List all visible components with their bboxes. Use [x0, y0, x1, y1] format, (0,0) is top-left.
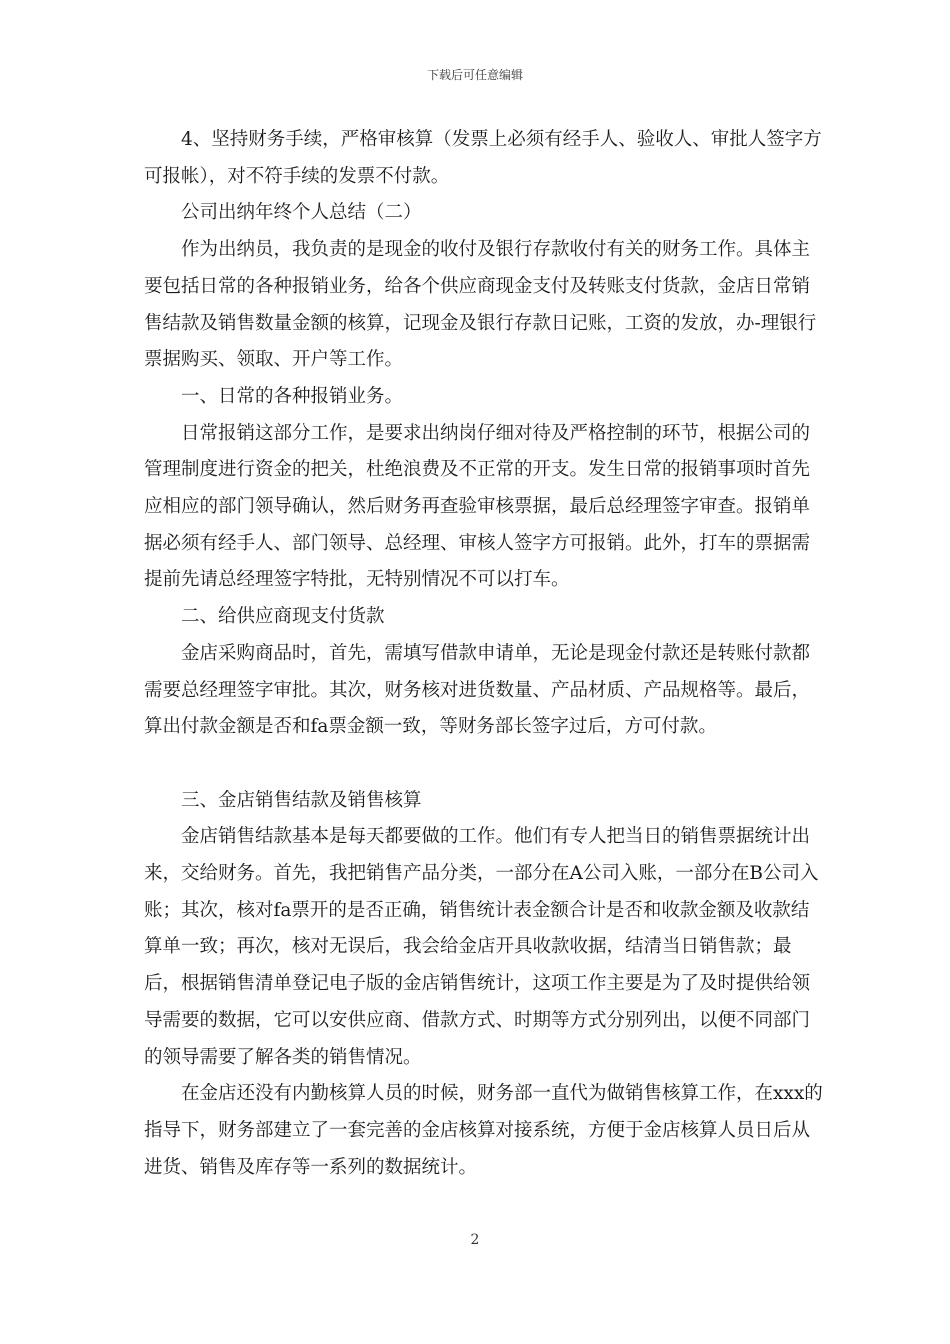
paragraph-supplier-payment: 金店采购商品时，首先，需填写借款申请单，无论是现金付款还是转账付款都需要总经理签字审批。其次，财务核对进货数量、产品材质、产品规格等。最后，算出付款金额是否和fa票金额一致，等财务部长签字过后，方可付款。 — [144, 642, 811, 738]
heading-sales-settlement: 三、金店销售结款及销售核算 — [181, 789, 422, 811]
page-header: 下载后可任意编辑 — [426, 68, 523, 82]
document-body — [144, 122, 824, 1186]
heading-supplier-payment: 二、给供应商现支付货款 — [181, 606, 385, 628]
section-title: 公司出纳年终个人总结（二） — [181, 202, 422, 224]
blank-line — [144, 746, 824, 783]
paragraph-intro: 作为出纳员，我负责的是现金的收付及银行存款收付有关的财务工作。具体主要包括日常的各种报销业务，给各个供应商现金支付及转账支付货款，金店日常销售结款及销售数量金额的核算，记现金及银行存款日记账，工资的发放，办-理银行票据购买、领取、开户等工作。 — [144, 239, 817, 371]
paragraph-sales-accounting: 在金店还没有内勤核算人员的时候，财务部一直代为做销售核算工作，在xxx的指导下，财务部建立了一套完善的金店核算对接系统，方便于金店核算人员日后从进货、销售及库存等一系列的数据统计。 — [144, 1083, 823, 1178]
paragraph-sales-settlement: 金店销售结款基本是每天都要做的工作。他们有专人把当日的销售票据统计出来，交给财务。首先，我把销售产品分类，一部分在A公司入账，一部分在B公司入账；其次，核对fa票开的是否正确，销售统计表金额合计是否和收款金额及收款结算单一致；再次，核对无误后，我会给金店开具收款收据，结清当日销售款；最后，根据销售清单登记电子版的金店销售统计，这项工作主要是为了及时提供给领导需要的数据，它可以安供应商、借款方式、时期等方式分别列出，以便不同部门的领导需要了解各类的销售情况。 — [144, 826, 819, 1068]
heading-reimbursement: 一、日常的各种报销业务。 — [181, 385, 404, 407]
page-number: 2 — [470, 1232, 480, 1248]
paragraph-reimbursement: 日常报销这部分工作，是要求出纳岗仔细对待及严格控制的环节，根据公司的管理制度进行资金的把关，杜绝浪费及不正常的开支。发生日常的报销事项时首先应相应的部门领导确认，然后财务再查验审核票据，最后总经理签字审查。报销单据必须有经手人、部门领导、总经理、审核人签字方可报销。此外，打车的票据需提前先请总经理签字特批，无特别情况不可以打车。 — [144, 422, 811, 591]
paragraph-item-4: 4、坚持财务手续，严格审核算（发票上必须有经手人、验收人、审批人签字方可报帐），对不符手续的发票不付款。 — [144, 129, 822, 187]
